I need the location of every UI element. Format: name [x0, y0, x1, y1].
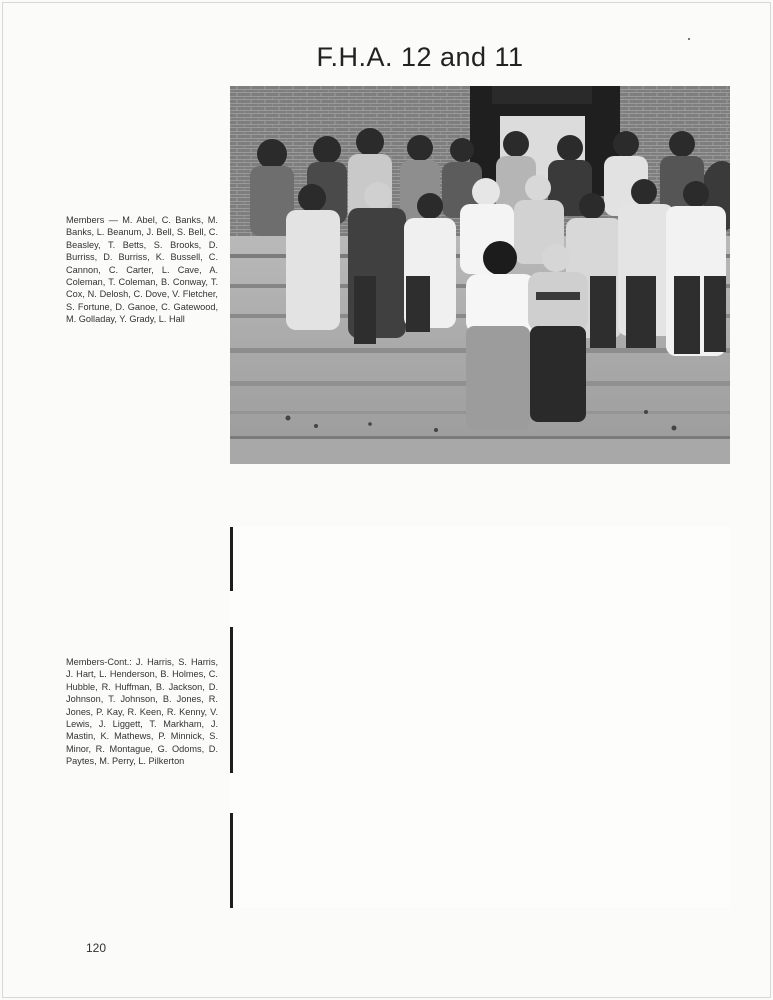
blank-photo [230, 527, 730, 908]
photo-edge-gap [230, 773, 233, 813]
page-number: 120 [86, 941, 107, 955]
group-photo-icon [230, 86, 730, 464]
print-speck [688, 38, 690, 40]
members-cont-caption: Members-Cont.: J. Harris, S. Harris, J. Hart, L. Henderson, B. Holmes, C. Hubble, R. Huffman, B. Jackson, D. Johnson, T. Johnson, B. Jones, R. Jones, P. Kay, R. Keen, R. Kenny, V. Lewis, J. Liggett, T. Markham, J. Mastin, K. Mathews, P. Minnick, S. Minor, R. Montague, G. Odoms, D. Paytes, M. Perry, L. Pilkerton [66, 657, 218, 767]
page-title: F.H.A. 12 and 11 [316, 42, 524, 72]
members-caption: Members — M. Abel, C. Banks, M. Banks, L. Beanum, J. Bell, S. Bell, C. Beasley, T. Betts, S. Brooks, D. Burriss, D. Burriss, K. Bussell, C. Cannon, C. Carter, L. Cave, A. Coleman, T. Coleman, B. Conway, T. Cox, N. Delosh, C. Dove, V. Fletcher, S. Fortune, D. Ganoe, C. Gatewood, M. Golladay, Y. Grady, L. Hall [66, 215, 218, 325]
photo-left-edge [230, 527, 233, 908]
photo-edge-gap [230, 591, 233, 627]
group-photo [230, 86, 730, 464]
